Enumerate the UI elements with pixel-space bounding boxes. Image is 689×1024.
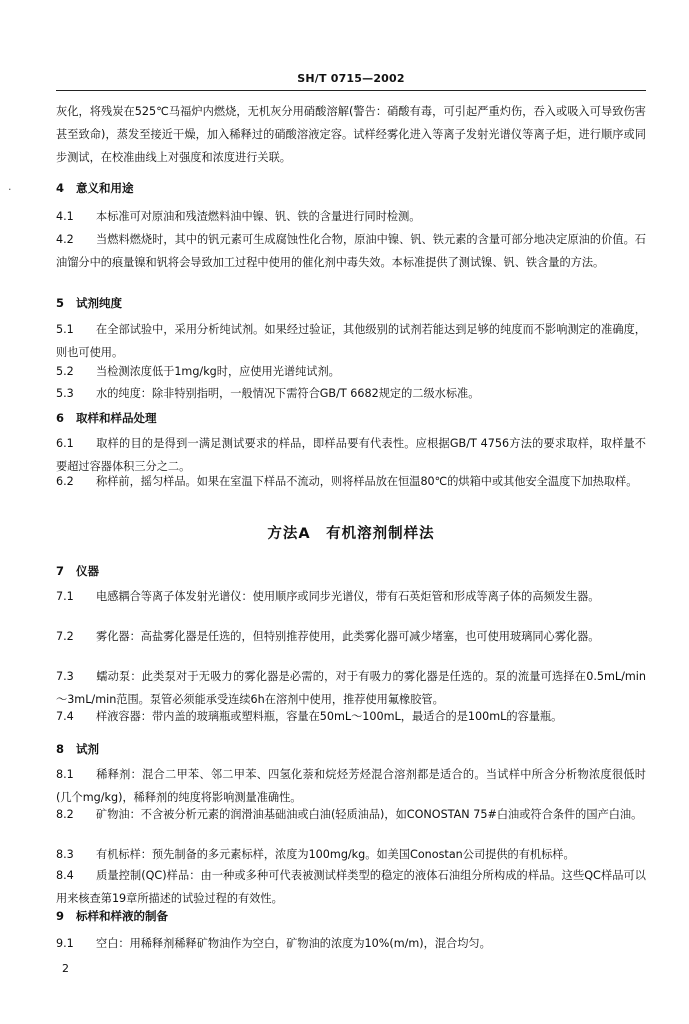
clause-number: 6.2 <box>56 475 74 488</box>
intro-paragraph: 灰化，将残炭在525℃马福炉内燃烧，无机灰分用硝酸溶解(警告：硝酸有毒，可引起严重灼伤，吞入或吸入可导致伤害甚至致命)，蒸发至接近干燥，加入稀释过的硝酸溶液定容。试样经雾化进入等离子发射光谱仪等离子炬，进行顺序或同步测试，在校准曲线上对强度和浓度进行关联。 <box>56 105 646 164</box>
section-title: 仪器 <box>76 564 99 578</box>
clause-number: 6.1 <box>56 437 74 450</box>
clause-7-2 <box>56 625 646 648</box>
section-number: 5 <box>56 296 65 310</box>
clause-text: 矿物油：不含被分析元素的润滑油基础油或白油(轻质油品)，如CONOSTAN 75#白油或符合条件的国产白油。 <box>96 808 643 821</box>
clause-9-1 <box>56 932 646 955</box>
clause-text: 本标准可对原油和残渣燃料油中镍、钒、铁的含量进行同时检测。 <box>96 210 421 223</box>
header-rule <box>56 90 646 91</box>
clause-8-3 <box>56 843 646 866</box>
section-number: 8 <box>56 742 65 756</box>
clause-number: 4.1 <box>56 210 74 223</box>
clause-number: 7.2 <box>56 630 74 643</box>
clause-text: 蠕动泵：此类泵对于无吸力的雾化器是必需的，对于有吸力的雾化器是任选的。泵的流量可选择在0.5mL/min～3mL/min范围。泵管必须能承受连续6h在溶剂中使用，推荐使用氟橡胶管。 <box>56 670 646 706</box>
section-number: 7 <box>56 564 65 578</box>
clause-text: 样液容器：带内盖的玻璃瓶或塑料瓶，容量在50mL～100mL，最适合的是100mL的容量瓶。 <box>96 710 563 723</box>
clause-5-3 <box>56 382 646 405</box>
section-heading-8 <box>56 741 99 757</box>
clause-text: 稀释剂：混合二甲苯、邻二甲苯、四氢化萘和烷烃芳烃混合溶剂都是适合的。当试样中所含分析物浓度很低时(几个mg/kg)，稀释剂的纯度将影响测量准确性。 <box>56 768 646 804</box>
clause-4-2 <box>56 217 646 274</box>
clause-text: 空白：用稀释剂稀释矿物油作为空白，矿物油的浓度为10%(m/m)，混合均匀。 <box>96 937 491 950</box>
section-number: 4 <box>56 181 65 195</box>
section-heading-9 <box>56 908 168 924</box>
clause-number: 8.4 <box>56 869 74 882</box>
clause-number: 8.3 <box>56 848 74 861</box>
section-title: 试剂 <box>76 742 99 756</box>
section-number: 9 <box>56 909 65 923</box>
clause-text: 水的纯度：除非特别指明，一般情况下需符合GB/T 6682规定的二级水标准。 <box>96 387 480 400</box>
clause-number: 5.2 <box>56 365 74 378</box>
section-number: 6 <box>56 411 65 425</box>
section-heading-7 <box>56 563 99 579</box>
margin-mark: · <box>8 183 12 196</box>
clause-6-2 <box>56 470 646 493</box>
clause-number: 8.2 <box>56 808 74 821</box>
clause-text: 在全部试验中，采用分析纯试剂。如果经过验证，其他级别的试剂若能达到足够的纯度而不影响测定的准确度，则也可使用。 <box>56 323 646 359</box>
page-number: 2 <box>62 962 69 975</box>
clause-text: 电感耦合等离子体发射光谱仪：使用顺序或同步光谱仪，带有石英炬管和形成等离子体的高频发生器。 <box>96 590 600 603</box>
clause-7-4 <box>56 705 646 728</box>
clause-text: 有机标样：预先制备的多元素标样，浓度为100mg/kg。如美国Conostan公司提供的有机标样。 <box>96 848 575 861</box>
clause-text: 称样前，摇匀样品。如果在室温下样品不流动，则将样品放在恒温80℃的烘箱中或其他安全温度下加热取样。 <box>96 475 638 488</box>
standard-code-header: SH/T 0715—2002 <box>297 72 405 85</box>
clause-text: 当燃料燃烧时，其中的钒元素可生成腐蚀性化合物，原油中镍、钒、铁元素的含量可部分地决定原油的价值。石油馏分中的痕量镍和钒将会导致加工过程中使用的催化剂中毒失效。本标准提供了测试镍、钒、铁含量的方法。 <box>56 233 646 269</box>
clause-number: 7.4 <box>56 710 74 723</box>
clause-number: 5.3 <box>56 387 74 400</box>
section-title: 取样和样品处理 <box>76 411 157 425</box>
clause-text: 质量控制(QC)样品：由一种或多种可代表被测试样类型的稳定的液体石油组分所构成的样品。这些QC样品可以用来核查第19章所描述的试验过程的有效性。 <box>56 869 646 905</box>
clause-8-4 <box>56 864 646 910</box>
clause-text: 取样的目的是得到一满足测试要求的样品，即样品要有代表性。应根据GB/T 4756方法的要求取样，取样量不要超过容器体积三分之二。 <box>56 437 646 473</box>
document-page <box>56 0 646 1024</box>
method-a-title: 方法A 有机溶剂制样法 <box>267 526 435 542</box>
clause-7-1 <box>56 585 646 608</box>
clause-8-2 <box>56 803 646 826</box>
section-title: 意义和用途 <box>76 181 134 195</box>
section-heading-4 <box>56 180 134 196</box>
section-heading-5 <box>56 295 122 311</box>
clause-5-1 <box>56 318 646 364</box>
section-heading-6 <box>56 410 157 426</box>
clause-number: 7.1 <box>56 590 74 603</box>
clause-number: 7.3 <box>56 670 74 683</box>
clause-number: 9.1 <box>56 937 74 950</box>
clause-5-2 <box>56 360 646 383</box>
clause-number: 5.1 <box>56 323 74 336</box>
clause-number: 4.2 <box>56 233 74 246</box>
section-title: 标样和样液的制备 <box>76 909 168 923</box>
clause-number: 8.1 <box>56 768 74 781</box>
clause-text: 当检测浓度低于1mg/kg时，应使用光谱纯试剂。 <box>96 365 340 378</box>
clause-text: 雾化器：高盐雾化器是任选的，但特别推荐使用，此类雾化器可减少堵塞，也可使用玻璃同心雾化器。 <box>96 630 600 643</box>
section-title: 试剂纯度 <box>76 296 122 310</box>
